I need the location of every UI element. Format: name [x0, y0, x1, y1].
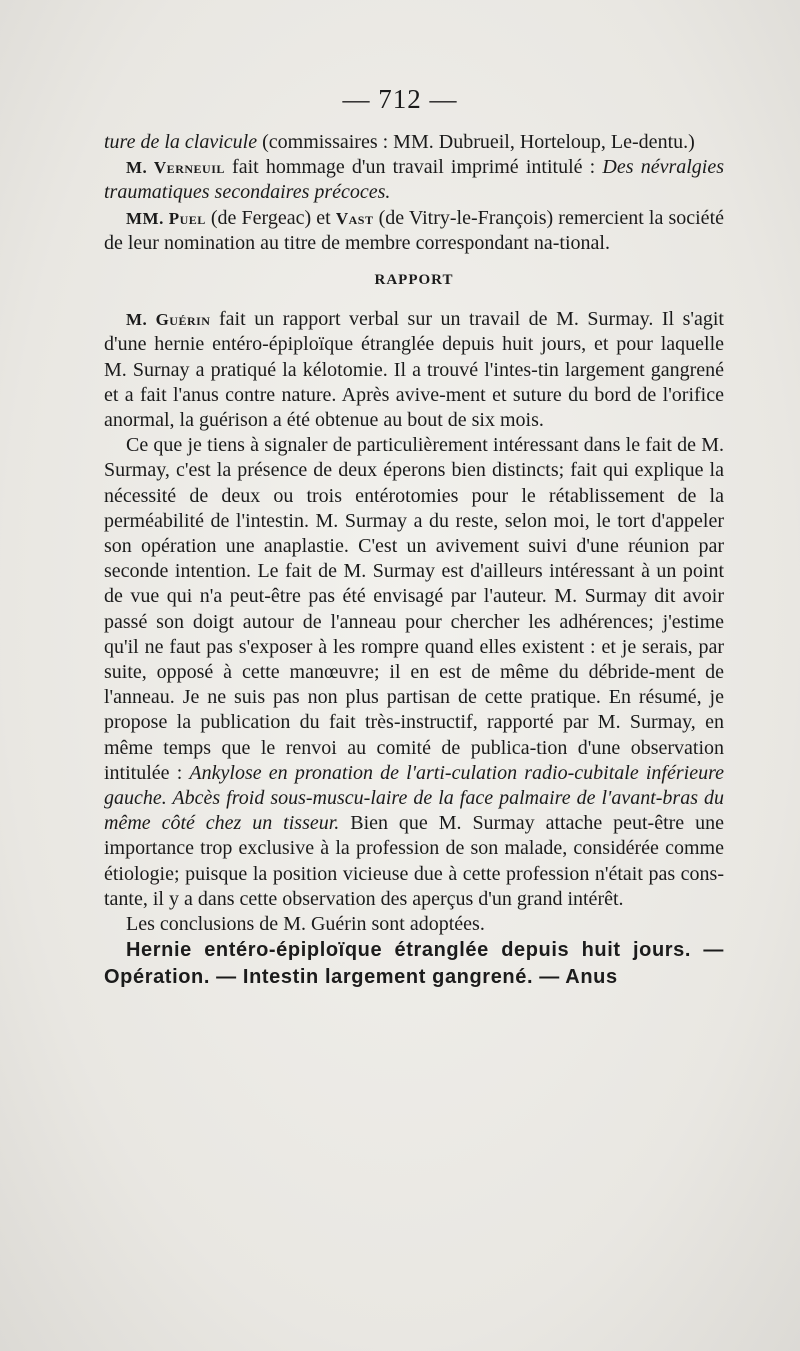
speaker-name: M. Guérin — [126, 310, 211, 330]
paragraph-discussion — [104, 433, 724, 912]
paragraph-commission — [104, 130, 724, 155]
paragraph-conclusions: Les conclusions de M. Guérin sont adoptées. — [126, 913, 485, 936]
paragraph-text: fait un rapport verbal sur un travail de M. Surmay. Il s'agit d'une hernie entéro-épiploïque étranglée depuis huit jours, et pour laquelle M. Surnay a pratiqué la kélotomie. Il a trouvé l'intes-tin largement gangrené et a fait l'anus contre nature. Après avive-ment et suture du bord de l'orifice anormal, la guérison a été obtenue au bout de six mois. — [104, 308, 724, 432]
italic-title: Des névralgies traumatiques secondaires précoces. — [104, 156, 725, 204]
paragraph-text: Ce que je tiens à signaler de particulièrement intéressant dans le fait de M. Surmay, c'est la présence de deux éperons bien distincts; fait qui explique la nécessité de deux ou trois entérotomies pour le rétablissement de la perméabilité de l'intestin. M. Surmay a du reste, selon moi, le tort d'appeler son opération une anaplastie. C'est un avivement suivi d'une réunion par seconde intention. Le fait de M. Surmay est d'ailleurs intéressant à un point de vue qui n'a peut-être pas été envisagé par l'auteur. M. Surmay dit avoir passé son doigt autour de l'anneau pour chercher les adhérences; j'estime qu'il ne faut pas s'exposer à les rompre quand elles existent : et je serais, par suite, opposé à cette manœuvre; il en est de même du débride-ment de l'anneau. Je ne suis pas non plus partisan de cette pratique. En résumé, je propose la publication du fait très-instructif, rapporté par M. Surmay, en même temps que le renvoi au comité de publica-tion d'une observation intitulée : — [104, 434, 724, 784]
paragraph-text: (commissaires : MM. Dubrueil, Horteloup, Le-dentu.) — [257, 131, 695, 153]
paragraph-guerin-report — [104, 307, 724, 433]
paragraph-text: fait hommage d'un travail imprimé intitulé : — [224, 156, 603, 179]
speaker-name: MM. Puel — [126, 208, 206, 228]
case-title: Hernie entéro-épiploïque étranglée depuis huit jours. — Opération. — Intestin largement gangrené. — Anus — [104, 939, 724, 989]
speaker-name: M. Verneuil — [126, 158, 225, 178]
paragraph-verneuil — [104, 155, 724, 205]
paragraph-text: (de Fergeac) et — [205, 206, 336, 229]
italic-title: ture de la clavicule — [104, 131, 258, 153]
body-text — [104, 130, 724, 991]
page-number: — 712 — — [342, 84, 458, 114]
italic-title: Ankylose en pronation de l'arti-culation radio-cubitale inférieure gauche. Abcès froid sous-muscu-laire de la face palmaire de l'avant-bras du même côté chez un tisseur. — [104, 761, 724, 835]
speaker-name: Vast — [335, 208, 374, 228]
paragraph-text: (de Vitry-le-François) remercient la société de leur nomination au titre de membre correspondant na-tional. — [104, 206, 724, 254]
paragraph-puel-vast — [104, 206, 724, 256]
paragraph-text: Bien que M. Surmay attache peut-être une importance trop exclusive à la profession de son malade, considérée comme étiologie; puisque la position vicieuse due à cette profession n'était pas cons-tante, il y a dans cette observation des aperçus d'un grand intérêt. — [104, 812, 724, 910]
section-heading: RAPPORT — [374, 272, 454, 289]
